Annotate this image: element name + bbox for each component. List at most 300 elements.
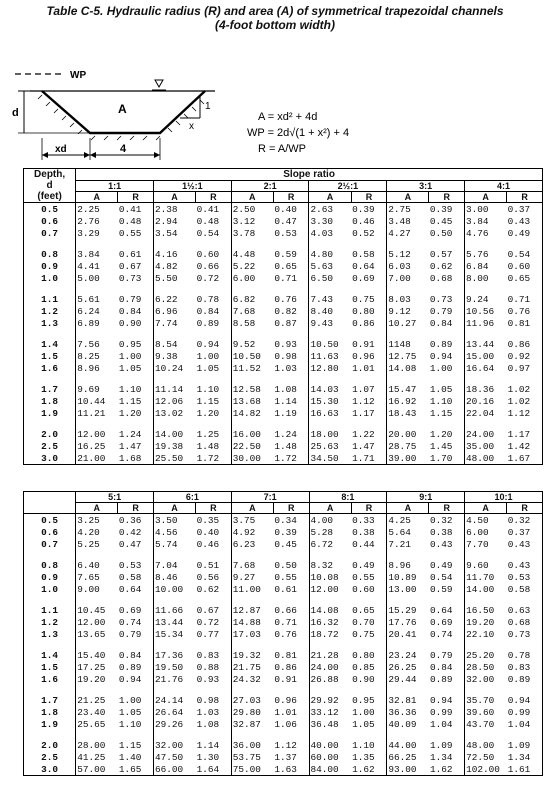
area-cell: 3.29: [76, 227, 118, 239]
area-cell: 8.46: [153, 571, 195, 583]
spacer-cell: [351, 550, 387, 559]
area-cell: 5.76: [465, 248, 507, 260]
area-cell: 5.64: [387, 526, 429, 538]
area-cell: 6.82: [231, 293, 273, 305]
radius-cell: 0.59: [429, 583, 465, 595]
depth-header-line: (feet): [37, 191, 62, 202]
spacer-cell: [273, 595, 309, 604]
radius-cell: 0.54: [429, 571, 465, 583]
spacer-cell: [76, 419, 118, 428]
area-cell: 27.03: [231, 694, 273, 706]
spacer-cell: [309, 374, 351, 383]
spacer-cell: [387, 640, 429, 649]
radius-cell: 0.94: [196, 338, 232, 350]
water-level-icon: [155, 80, 163, 87]
radius-cell: 0.73: [429, 293, 465, 305]
radius-cell: 0.41: [118, 203, 154, 216]
area-cell: 7.00: [387, 272, 429, 284]
area-cell: 8.25: [76, 350, 118, 362]
area-cell: 6.24: [76, 305, 118, 317]
radius-cell: 1.20: [429, 428, 465, 440]
area-cell: 3.75: [231, 514, 273, 527]
spacer-cell: [507, 419, 543, 428]
area-column-header: A: [231, 192, 273, 203]
area-cell: 9.52: [231, 338, 273, 350]
depth-cell: 0.7: [24, 538, 76, 550]
depth-cell: 1.0: [24, 583, 76, 595]
area-column-header: A: [465, 503, 507, 514]
radius-cell: 0.69: [351, 272, 387, 284]
spacer-cell: [273, 730, 309, 739]
area-cell: 17.76: [387, 616, 429, 628]
radius-cell: 0.98: [273, 350, 309, 362]
depth-header: [24, 169, 76, 203]
depth-cell: 2.5: [24, 751, 76, 763]
radius-column-header: R: [118, 503, 154, 514]
radius-cell: 0.97: [507, 362, 543, 374]
radius-column-header: R: [118, 192, 154, 203]
radius-cell: 0.39: [351, 203, 387, 216]
area-cell: 60.00: [309, 751, 351, 763]
depth-cell: 1.7: [24, 383, 76, 395]
slope-column-header: 4:1: [465, 181, 543, 192]
area-cell: 1148: [387, 338, 429, 350]
area-cell: 4.03: [309, 227, 351, 239]
area-cell: 4.56: [153, 526, 195, 538]
radius-cell: 1.10: [351, 739, 387, 751]
spacer-cell: [273, 374, 309, 383]
radius-cell: 0.52: [351, 227, 387, 239]
spacer-cell: [231, 419, 273, 428]
area-cell: 8.58: [231, 317, 273, 329]
radius-cell: 0.38: [429, 526, 465, 538]
radius-cell: 1.68: [118, 452, 154, 465]
depth-cell: 1.1: [24, 604, 76, 616]
radius-cell: 0.60: [507, 260, 543, 272]
area-cell: 28.50: [465, 661, 507, 673]
radius-cell: 0.58: [118, 571, 154, 583]
radius-cell: 1.05: [351, 718, 387, 730]
area-cell: 4.27: [387, 227, 429, 239]
slope-column-header: 3:1: [387, 181, 465, 192]
depth-cell: 1.5: [24, 350, 76, 362]
radius-cell: 0.68: [429, 272, 465, 284]
area-cell: 5.63: [309, 260, 351, 272]
spacer-cell: [429, 550, 465, 559]
spacer-cell: [153, 595, 195, 604]
spacer-cell: [429, 239, 465, 248]
radius-cell: 0.65: [507, 272, 543, 284]
spacer-cell: [507, 374, 543, 383]
radius-cell: 0.94: [429, 350, 465, 362]
radius-cell: 0.68: [507, 616, 543, 628]
spacer-cell: [429, 640, 465, 649]
area-cell: 2.25: [76, 203, 118, 216]
area-cell: 3.48: [387, 215, 429, 227]
area-cell: 19.38: [153, 440, 195, 452]
spacer-cell: [231, 374, 273, 383]
table-row: [24, 440, 543, 452]
radius-cell: 0.55: [273, 571, 309, 583]
spacer-cell: [465, 595, 507, 604]
spacer-cell: [118, 329, 154, 338]
area-cell: 6.22: [153, 293, 195, 305]
area-cell: 14.82: [231, 407, 273, 419]
depth-cell: 1.4: [24, 338, 76, 350]
area-cell: 9.38: [153, 350, 195, 362]
radius-cell: 1.61: [507, 763, 543, 776]
table-row: [24, 661, 543, 673]
spacer-cell: [231, 730, 273, 739]
area-cell: 12.00: [76, 616, 118, 628]
radius-cell: 0.79: [118, 628, 154, 640]
radius-cell: 0.83: [507, 661, 543, 673]
radius-cell: 1.22: [351, 428, 387, 440]
spacer-cell: [351, 730, 387, 739]
radius-cell: 0.66: [273, 604, 309, 616]
radius-cell: 1.12: [507, 407, 543, 419]
spacer-cell: [196, 685, 232, 694]
radius-cell: 0.65: [273, 260, 309, 272]
table-row: [24, 526, 543, 538]
area-cell: 15.00: [465, 350, 507, 362]
radius-cell: 0.61: [118, 248, 154, 260]
area-column-header: A: [153, 192, 195, 203]
area-cell: 28.00: [76, 739, 118, 751]
radius-cell: 0.91: [351, 338, 387, 350]
radius-cell: 1.19: [273, 407, 309, 419]
radius-cell: 0.70: [351, 616, 387, 628]
spacer-cell: [153, 640, 195, 649]
area-cell: 26.25: [387, 661, 429, 673]
radius-cell: 1.20: [118, 407, 154, 419]
area-column-header: A: [153, 503, 195, 514]
area-cell: 21.76: [153, 673, 195, 685]
radius-cell: 1.64: [196, 763, 232, 776]
radius-cell: 0.89: [429, 673, 465, 685]
area-cell: 15.47: [387, 383, 429, 395]
spacer-cell: [429, 284, 465, 293]
spacer-cell: [429, 329, 465, 338]
radius-cell: 0.99: [429, 706, 465, 718]
radius-cell: 1.62: [429, 763, 465, 776]
radius-cell: 1.05: [118, 706, 154, 718]
table-row: [24, 452, 543, 465]
spacer-cell: [196, 374, 232, 383]
radius-cell: 0.46: [351, 215, 387, 227]
radius-cell: 0.59: [273, 248, 309, 260]
radius-cell: 0.43: [507, 538, 543, 550]
area-cell: 39.60: [465, 706, 507, 718]
area-cell: 10.08: [309, 571, 351, 583]
area-cell: 10.44: [76, 395, 118, 407]
area-cell: 9.24: [465, 293, 507, 305]
radius-cell: 0.80: [351, 305, 387, 317]
depth-cell: 1.5: [24, 661, 76, 673]
radius-cell: 0.55: [118, 227, 154, 239]
spacer-cell: [273, 640, 309, 649]
spacer-cell: [153, 284, 195, 293]
radius-cell: 1.00: [196, 350, 232, 362]
slope-column-header: 5:1: [76, 492, 154, 503]
area-cell: 5.61: [76, 293, 118, 305]
radius-cell: 0.78: [507, 649, 543, 661]
radius-cell: 1.24: [273, 428, 309, 440]
radius-cell: 0.43: [507, 215, 543, 227]
spacer-cell: [309, 685, 351, 694]
area-cell: 7.74: [153, 317, 195, 329]
area-cell: 41.25: [76, 751, 118, 763]
area-cell: 29.92: [309, 694, 351, 706]
radius-cell: 1.45: [429, 440, 465, 452]
radius-cell: 1.34: [429, 751, 465, 763]
depth-cell: 1.9: [24, 718, 76, 730]
spacer-cell: [24, 329, 76, 338]
radius-cell: 1.12: [351, 395, 387, 407]
radius-cell: 1.10: [118, 383, 154, 395]
spacer-cell: [387, 284, 429, 293]
spacer-cell: [24, 640, 76, 649]
area-cell: 35.70: [465, 694, 507, 706]
spacer-cell: [118, 374, 154, 383]
spacer-cell: [387, 550, 429, 559]
radius-cell: 0.54: [507, 248, 543, 260]
radius-cell: 0.45: [429, 215, 465, 227]
radius-cell: 0.67: [196, 604, 232, 616]
area-formula: A = xd² + 4d: [258, 111, 318, 123]
depth-header-line: Depth,: [34, 169, 66, 180]
area-cell: 20.16: [465, 395, 507, 407]
area-cell: 14.00: [153, 428, 195, 440]
radius-cell: 0.62: [196, 583, 232, 595]
radius-cell: 1.08: [273, 383, 309, 395]
area-cell: 6.72: [309, 538, 351, 550]
slope-column-header: 10:1: [465, 492, 543, 503]
radius-cell: 0.37: [507, 203, 543, 216]
area-cell: 18.43: [387, 407, 429, 419]
radius-cell: 1.01: [273, 706, 309, 718]
table-row: [24, 718, 543, 730]
area-cell: 11.96: [465, 317, 507, 329]
area-cell: 4.16: [153, 248, 195, 260]
area-cell: 11.52: [231, 362, 273, 374]
radius-cell: 0.98: [196, 694, 232, 706]
area-cell: 16.64: [465, 362, 507, 374]
spacer-cell: [273, 685, 309, 694]
spacer-cell: [465, 640, 507, 649]
area-cell: 48.00: [465, 739, 507, 751]
spacer-cell: [309, 595, 351, 604]
radius-cell: 1.00: [118, 350, 154, 362]
spacer-cell: [387, 730, 429, 739]
area-cell: 13.44: [465, 338, 507, 350]
radius-cell: 1.48: [273, 440, 309, 452]
area-cell: 4.50: [465, 514, 507, 527]
radius-cell: 0.94: [118, 673, 154, 685]
radius-cell: 0.79: [429, 649, 465, 661]
radius-cell: 1.08: [196, 718, 232, 730]
radius-column-header: R: [196, 192, 232, 203]
area-cell: 22.04: [465, 407, 507, 419]
area-cell: 13.65: [76, 628, 118, 640]
depth-cell: 1.3: [24, 317, 76, 329]
area-cell: 20.41: [387, 628, 429, 640]
radius-cell: 0.94: [429, 694, 465, 706]
spacer-cell: [465, 284, 507, 293]
radius-cell: 0.39: [273, 526, 309, 538]
area-column-header: A: [309, 503, 351, 514]
bottom-width-label: 4: [120, 143, 127, 155]
area-cell: 6.00: [465, 526, 507, 538]
spacer-cell: [231, 239, 273, 248]
area-cell: 102.00: [465, 763, 507, 776]
radius-cell: 1.09: [507, 739, 543, 751]
radius-cell: 0.90: [351, 673, 387, 685]
area-cell: 12.00: [309, 583, 351, 595]
area-cell: 14.88: [231, 616, 273, 628]
radius-cell: 1.37: [273, 751, 309, 763]
area-cell: 8.32: [309, 559, 351, 571]
area-cell: 18.36: [465, 383, 507, 395]
area-cell: 13.00: [387, 583, 429, 595]
radius-cell: 0.49: [351, 559, 387, 571]
radius-cell: 0.77: [196, 628, 232, 640]
radius-cell: 0.40: [273, 203, 309, 216]
area-cell: 10.45: [76, 604, 118, 616]
wp-label: WP: [70, 70, 87, 81]
spacer-cell: [387, 419, 429, 428]
radius-cell: 0.54: [196, 227, 232, 239]
radius-cell: 1.06: [273, 718, 309, 730]
table-row: [24, 538, 543, 550]
radius-cell: 1.15: [429, 407, 465, 419]
radius-cell: 0.75: [351, 293, 387, 305]
area-cell: 10.24: [153, 362, 195, 374]
area-cell: 75.00: [231, 763, 273, 776]
radius-cell: 0.49: [507, 227, 543, 239]
area-column-header: A: [309, 192, 351, 203]
radius-cell: 0.75: [351, 628, 387, 640]
table-row: [24, 293, 543, 305]
area-cell: 17.25: [76, 661, 118, 673]
table-row: [24, 739, 543, 751]
spacer-cell: [387, 374, 429, 383]
radius-cell: 0.65: [351, 604, 387, 616]
depth-header-blank: [24, 492, 76, 514]
radius-cell: 0.40: [196, 526, 232, 538]
area-cell: 5.74: [153, 538, 195, 550]
radius-cell: 0.78: [196, 293, 232, 305]
area-cell: 34.50: [309, 452, 351, 465]
spacer-cell: [24, 419, 76, 428]
depth-cell: 3.0: [24, 452, 76, 465]
spacer-cell: [465, 730, 507, 739]
spacer-cell: [76, 329, 118, 338]
area-cell: 4.25: [387, 514, 429, 527]
depth-cell: 0.6: [24, 526, 76, 538]
radius-cell: 0.69: [118, 604, 154, 616]
radius-column-header: R: [351, 192, 387, 203]
spacer-cell: [351, 640, 387, 649]
table-row: [24, 706, 543, 718]
radius-cell: 0.33: [351, 514, 387, 527]
area-column-header: A: [76, 503, 118, 514]
radius-cell: 0.95: [351, 694, 387, 706]
spacer-cell: [387, 239, 429, 248]
area-cell: 6.50: [309, 272, 351, 284]
spacer-cell: [24, 284, 76, 293]
depth-cell: 0.6: [24, 215, 76, 227]
radius-column-header: R: [273, 192, 309, 203]
radius-cell: 0.53: [118, 559, 154, 571]
radius-cell: 0.93: [273, 338, 309, 350]
radius-cell: 1.24: [118, 428, 154, 440]
radius-cell: 0.64: [118, 583, 154, 595]
table-row: [24, 628, 543, 640]
spacer-cell: [507, 284, 543, 293]
radius-cell: 0.53: [273, 227, 309, 239]
table-row: [24, 215, 543, 227]
radius-cell: 0.79: [429, 305, 465, 317]
area-cell: 9.60: [465, 559, 507, 571]
spacer-cell: [507, 640, 543, 649]
depth-cell: 1.3: [24, 628, 76, 640]
spacer-cell: [309, 550, 351, 559]
area-cell: 11.14: [153, 383, 195, 395]
area-cell: 9.43: [309, 317, 351, 329]
area-cell: 5.25: [76, 538, 118, 550]
spacer-cell: [196, 595, 232, 604]
area-cell: 10.56: [465, 305, 507, 317]
xd-label: xd: [55, 144, 67, 155]
radius-cell: 0.86: [507, 338, 543, 350]
spacer-cell: [465, 374, 507, 383]
radius-cell: 0.49: [429, 559, 465, 571]
area-cell: 12.00: [76, 428, 118, 440]
area-cell: 3.12: [231, 215, 273, 227]
area-cell: 6.23: [231, 538, 273, 550]
radius-cell: 0.50: [429, 227, 465, 239]
area-cell: 11.21: [76, 407, 118, 419]
depth-cell: 0.5: [24, 203, 76, 216]
radius-cell: 0.80: [351, 649, 387, 661]
radius-column-header: R: [507, 503, 543, 514]
area-cell: 19.20: [76, 673, 118, 685]
depth-cell: 0.9: [24, 260, 76, 272]
area-cell: 8.40: [309, 305, 351, 317]
spacer-cell: [76, 284, 118, 293]
radius-cell: 0.66: [196, 260, 232, 272]
spacer-cell: [507, 239, 543, 248]
area-cell: 4.80: [309, 248, 351, 260]
slope-column-header: 8:1: [309, 492, 387, 503]
depth-cell: 1.6: [24, 362, 76, 374]
radius-cell: 0.58: [507, 583, 543, 595]
radius-cell: 0.89: [507, 673, 543, 685]
area-cell: 7.21: [387, 538, 429, 550]
area-cell: 72.50: [465, 751, 507, 763]
area-cell: 8.00: [465, 272, 507, 284]
slope-column-header: 1½:1: [153, 181, 231, 192]
table-row: [24, 203, 543, 216]
radius-cell: 0.91: [273, 673, 309, 685]
radius-cell: 0.37: [507, 526, 543, 538]
area-cell: 20.00: [387, 428, 429, 440]
area-cell: 3.00: [465, 203, 507, 216]
area-cell: 28.75: [387, 440, 429, 452]
spacer-cell: [351, 419, 387, 428]
spacer-cell: [429, 595, 465, 604]
